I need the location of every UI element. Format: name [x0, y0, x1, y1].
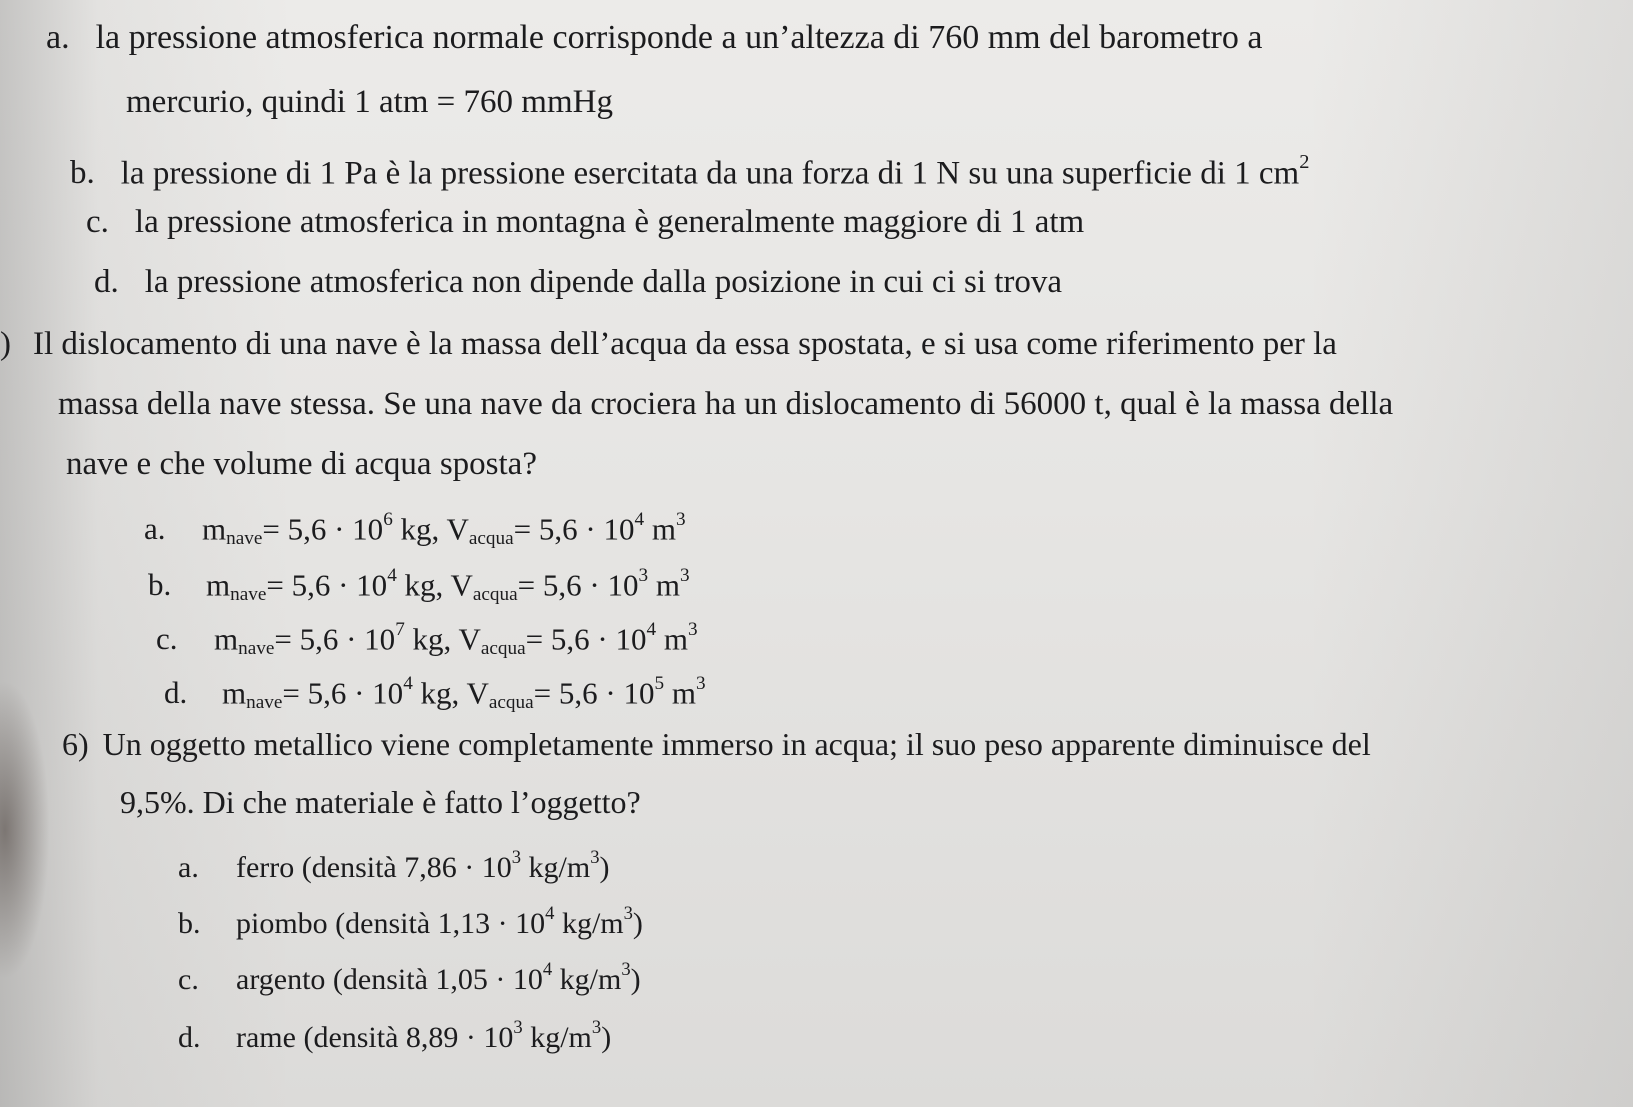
question-text: massa della nave stessa. Se una nave da crociera ha un dislocamento di 56000 t, qual è la massa della — [58, 386, 1394, 422]
mass-value: = 5,6 · 10 — [262, 511, 384, 547]
question-text: Il dislocamento di una nave è la massa dell’acqua da essa spostata, e si usa come riferimento per la — [33, 326, 1337, 362]
mass-symbol: m — [202, 511, 227, 547]
unit-exponent: 3 — [675, 509, 686, 530]
option-text: la pressione atmosferica non dipende dalla posizione in cui ci si trova — [144, 264, 1063, 300]
q4-option-a-continuation — [126, 82, 613, 122]
volume-exponent: 5 — [654, 673, 665, 694]
mass-value: = 5,6 · 10 — [266, 567, 388, 603]
option-exponent: 2 — [1299, 151, 1310, 173]
density-exponent: 4 — [545, 903, 555, 924]
volume-subscript: acqua — [468, 528, 514, 550]
question-number: ) — [0, 326, 11, 362]
volume-value: = 5,6 · 10 — [517, 567, 639, 603]
option-text-continuation: mercurio, quindi 1 atm = 760 mmHg — [126, 84, 613, 120]
mass-subscript: nave — [230, 584, 267, 606]
volume-subscript: acqua — [472, 584, 518, 606]
volume-exponent: 4 — [646, 619, 657, 640]
mass-unit: kg, V — [396, 567, 473, 603]
closing-paren: ) — [630, 962, 641, 996]
q6-option-a — [178, 838, 610, 888]
volume-value: = 5,6 · 10 — [533, 675, 655, 711]
volume-subscript: acqua — [488, 692, 534, 714]
density-unit: kg/m — [521, 850, 591, 884]
q5-line-2 — [58, 384, 1393, 424]
q6-option-d — [178, 1008, 611, 1058]
question-text: Un oggetto metallico viene completamente immerso in acqua; il suo peso apparente diminuisce del — [102, 726, 1371, 762]
option-text: argento (densità 1,05 · 10 — [236, 962, 543, 996]
mass-unit: kg, V — [404, 621, 481, 657]
mass-exponent: 6 — [383, 509, 393, 530]
mass-exponent: 7 — [395, 619, 405, 640]
option-text: rame (densità 8,89 · 10 — [236, 1020, 514, 1054]
question-text: 9,5%. Di che materiale è fatto l’oggetto? — [120, 784, 641, 820]
mass-symbol: m — [214, 621, 239, 657]
unit-exponent: 3 — [591, 1017, 602, 1038]
volume-value: = 5,6 · 10 — [513, 511, 635, 547]
closing-paren: ) — [632, 906, 643, 940]
density-exponent: 4 — [542, 959, 553, 980]
q6-line-2 — [120, 782, 641, 822]
option-label: c. — [86, 204, 109, 240]
mass-exponent: 4 — [387, 565, 397, 586]
q4-option-b — [70, 142, 1309, 193]
option-label: a. — [178, 850, 199, 884]
unit-exponent: 3 — [695, 673, 706, 694]
volume-exponent: 3 — [638, 565, 649, 586]
unit-exponent: 3 — [590, 847, 600, 868]
unit-exponent: 3 — [679, 565, 690, 586]
mass-subscript: nave — [238, 638, 275, 660]
option-text: ferro (densità 7,86 · 10 — [236, 850, 512, 884]
option-text: la pressione atmosferica in montagna è generalmente maggiore di 1 atm — [134, 204, 1085, 240]
q4-option-a — [46, 18, 1262, 58]
q6-line-1 — [62, 724, 1371, 764]
mass-unit: kg, V — [392, 511, 469, 547]
option-label: d. — [94, 264, 119, 300]
question-number: 6) — [62, 726, 89, 762]
q5-option-c — [156, 610, 698, 669]
unit-exponent: 3 — [623, 903, 633, 924]
unit-exponent: 3 — [687, 619, 698, 640]
option-label: b. — [148, 567, 172, 603]
mass-symbol: m — [206, 567, 231, 603]
option-text: la pressione di 1 Pa è la pressione esercitata da una forza di 1 N su una superficie di 1 cm — [120, 155, 1300, 192]
volume-value: = 5,6 · 10 — [525, 621, 647, 657]
option-label: c. — [156, 621, 178, 657]
q4-option-c — [86, 202, 1084, 242]
mass-subscript: nave — [226, 528, 263, 550]
density-unit: kg/m — [522, 1020, 592, 1054]
q6-option-c — [178, 950, 641, 1000]
option-label: b. — [178, 906, 201, 940]
finger-shadow — [0, 680, 50, 980]
volume-subscript: acqua — [480, 638, 526, 660]
density-unit: kg/m — [554, 906, 624, 940]
density-exponent: 3 — [511, 847, 522, 868]
density-exponent: 3 — [513, 1017, 523, 1038]
mass-subscript: nave — [246, 692, 283, 714]
q5-line-3 — [66, 444, 537, 484]
mass-symbol: m — [222, 675, 247, 711]
mass-exponent: 4 — [403, 673, 413, 694]
q4-option-d — [94, 262, 1062, 302]
mass-value: = 5,6 · 10 — [274, 621, 396, 657]
question-text: nave e che volume di acqua sposta? — [66, 446, 537, 482]
q5-option-b — [148, 556, 690, 615]
q5-option-a — [144, 500, 686, 559]
volume-unit: m — [664, 675, 696, 711]
q6-option-b — [178, 894, 643, 944]
volume-unit: m — [648, 567, 680, 603]
volume-exponent: 4 — [634, 509, 645, 530]
option-label: c. — [178, 962, 199, 996]
q5-option-d — [164, 664, 706, 723]
density-unit: kg/m — [552, 962, 622, 996]
option-label: d. — [164, 675, 188, 711]
option-label: d. — [178, 1020, 201, 1054]
closing-paren: ) — [601, 1020, 612, 1054]
option-label: a. — [144, 511, 166, 547]
volume-unit: m — [644, 511, 676, 547]
option-label: a. — [46, 19, 70, 56]
option-text: piombo (densità 1,13 · 10 — [236, 906, 546, 940]
volume-unit: m — [656, 621, 688, 657]
q5-line-1 — [0, 324, 1337, 364]
mass-unit: kg, V — [412, 675, 489, 711]
mass-value: = 5,6 · 10 — [282, 675, 404, 711]
option-text: la pressione atmosferica normale corrisponde a un’altezza di 760 mm del barometro a — [95, 19, 1263, 56]
unit-exponent: 3 — [621, 959, 631, 980]
closing-paren: ) — [599, 850, 610, 884]
option-label: b. — [70, 155, 95, 192]
